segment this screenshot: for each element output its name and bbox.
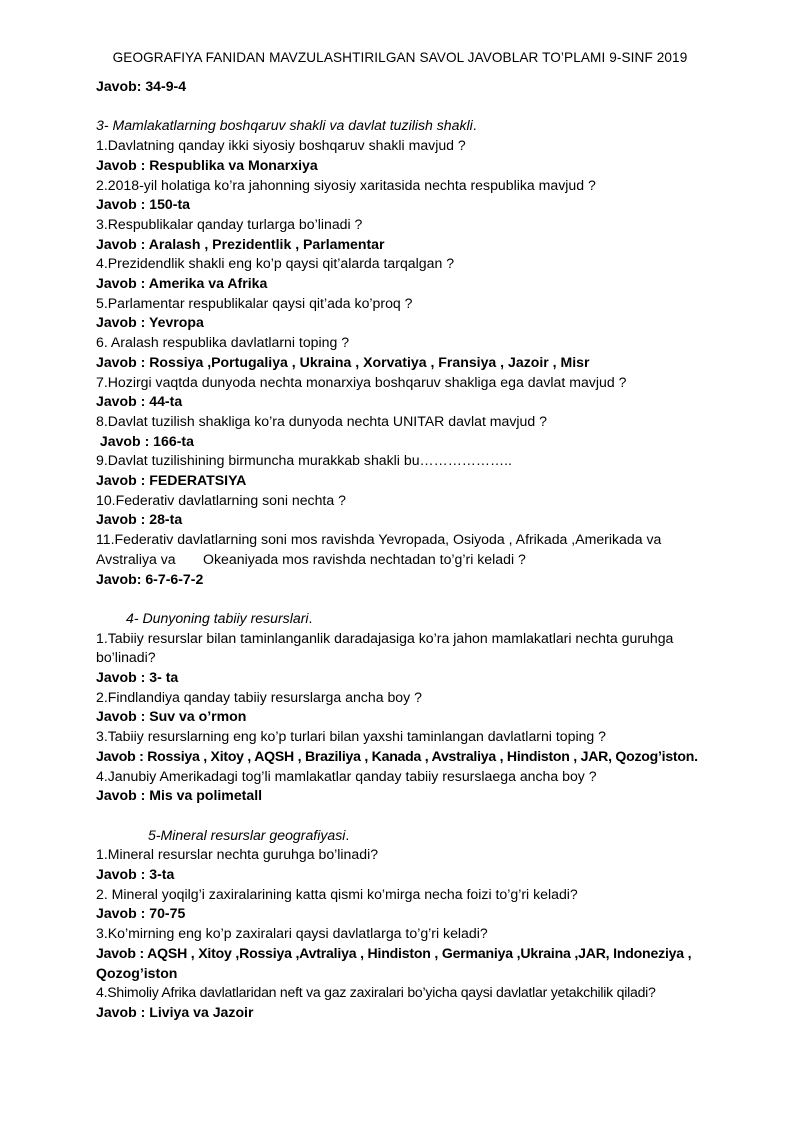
answer-line: Javob : Yevropa bbox=[96, 314, 204, 331]
answer-line: Javob : 3- ta bbox=[96, 669, 179, 686]
question-line: 1.Tabiiy resurslar bilan taminlanganlik daradajasiga ko’ra jahon mamlakatlari nechta guruhga bbox=[96, 629, 674, 646]
answer-line: Javob : Amerika va Afrika bbox=[96, 275, 268, 292]
question-line: 1.Davlatning qanday ikki siyosiy boshqaruv shakli mavjud ? bbox=[96, 137, 466, 154]
question-line: 4.Prezidendlik shakli eng ko’p qaysi qit’alarda tarqalgan ? bbox=[96, 255, 455, 272]
question-line: 2.Findlandiya qanday tabiiy resurslarga ancha boy ? bbox=[96, 688, 422, 705]
question-line: 8.Davlat tuzilish shakliga ko’ra dunyoda nechta UNITAR davlat mavjud ? bbox=[96, 412, 547, 429]
answer-line: Javob: 6-7-6-7-2 bbox=[96, 570, 204, 587]
section-5-title-end: . bbox=[345, 826, 350, 843]
blank-line bbox=[96, 589, 716, 609]
question-line: 2. Mineral yoqilg’i zaxiralarining katta qismi ko’mirga necha foizi to’g’ri keladi? bbox=[96, 885, 578, 902]
question-line: Avstraliya va Okeaniyada mos ravishda nechtadan to’g’ri keladi ? bbox=[96, 550, 526, 567]
answer-line: Javob : Rossiya , Xitoy , AQSH , Braziliya , Kanada , Avstraliya , Hindiston , JAR, Qozog’iston. bbox=[96, 747, 698, 764]
answer-line: Qozog’iston bbox=[96, 964, 178, 981]
answer-line: Javob : 44-ta bbox=[96, 393, 183, 410]
question-line: 4.Janubiy Amerikadagi tog’li mamlakatlar qanday tabiiy resurslaega ancha boy ? bbox=[96, 767, 597, 784]
answer-line: Javob : 3-ta bbox=[96, 866, 175, 883]
answer-line: Javob : 166-ta bbox=[96, 432, 194, 449]
section-3-title-text: 3- Mamlakatlarning boshqaruv shakli va davlat tuzilish shakli bbox=[96, 117, 473, 134]
question-line: 3.Tabiiy resurslarning eng ko’p turlari bilan yaxshi taminlangan davlatlarni toping ? bbox=[96, 728, 607, 745]
answer-line: Javob : Suv va o’rmon bbox=[96, 708, 247, 725]
answer-line: Javob : AQSH , Xitoy ,Rossiya ,Avtraliya , Hindiston , Germaniya ,Ukraina ,JAR, Indoneziya , bbox=[96, 944, 692, 961]
question-line: 2.2018-yil holatiga ko’ra jahonning siyosiy xaritasida nechta respublika mavjud ? bbox=[96, 176, 596, 193]
question-line: 1.Mineral resurslar nechta guruhga bo’linadi? bbox=[96, 846, 379, 863]
answer-line: Javob : Respublika va Monarxiya bbox=[96, 156, 318, 173]
question-line: 10.Federativ davlatlarning soni nechta ? bbox=[96, 491, 346, 508]
question-line: 9.Davlat tuzilishining birmuncha murakkab shakli bu……………….. bbox=[96, 452, 512, 469]
answer-line: Javob : Aralash , Prezidentlik , Parlamentar bbox=[96, 235, 385, 252]
blank-line bbox=[96, 806, 716, 826]
section-5-title-text: 5-Mineral resurslar geografiyasi bbox=[148, 826, 346, 843]
question-line: 7.Hozirgi vaqtda dunyoda nechta monarxiya boshqaruv shakliga ega davlat mavjud ? bbox=[96, 373, 627, 390]
answer-line: Javob : 150-ta bbox=[96, 196, 190, 213]
section-3-title-end: . bbox=[472, 117, 477, 134]
question-line: 3.Respublikalar qanday turlarga bo’linadi ? bbox=[96, 215, 363, 232]
answer-line: Javob: 34-9-4 bbox=[96, 78, 187, 94]
answer-line: Javob : 28-ta bbox=[96, 511, 183, 528]
section-5-title bbox=[96, 826, 716, 846]
answer-line: Javob : Liviya va Jazoir bbox=[96, 1004, 254, 1020]
question-line: bo’linadi? bbox=[96, 649, 156, 666]
question-line: 11.Federativ davlatlarning soni mos ravishda Yevropada, Osiyoda , Afrikada ,Amerikada va bbox=[96, 531, 662, 548]
answer-line: Javob : FEDERATSIYA bbox=[96, 472, 247, 489]
question-line: 6. Aralash respublika davlatlarni toping ? bbox=[96, 334, 350, 351]
section-3-title bbox=[96, 116, 716, 136]
answer-line: Javob : Mis va polimetall bbox=[96, 787, 263, 804]
question-line: 3.Ko’mirning eng ko’p zaxiralari qaysi davlatlarga to’g’ri keladi? bbox=[96, 925, 488, 942]
section-4-title-text: 4- Dunyoning tabiiy resurslari bbox=[126, 609, 309, 626]
section-4-title bbox=[96, 609, 716, 629]
answer-line: Javob : Rossiya ,Portugaliya , Ukraina , Xorvatiya , Fransiya , Jazoir , Misr bbox=[96, 353, 590, 370]
page-header: GEOGRAFIYA FANIDAN MAVZULASHTIRILGAN SAVOL JAVOBLAR TO’PLAMI 9-SINF 2019 bbox=[112, 50, 688, 65]
question-line: 5.Parlamentar respublikalar qaysi qit’ada ko’proq ? bbox=[96, 294, 413, 311]
document-body bbox=[96, 77, 716, 1023]
blank-line bbox=[96, 97, 716, 117]
question-line: 4.Shimoliy Afrika davlatlaridan neft va gaz zaxiralari bo’yicha qaysi davlatlar yetakchilik qiladi? bbox=[96, 984, 656, 1001]
section-4-title-end: . bbox=[308, 609, 313, 626]
answer-line: Javob : 70-75 bbox=[96, 905, 186, 922]
